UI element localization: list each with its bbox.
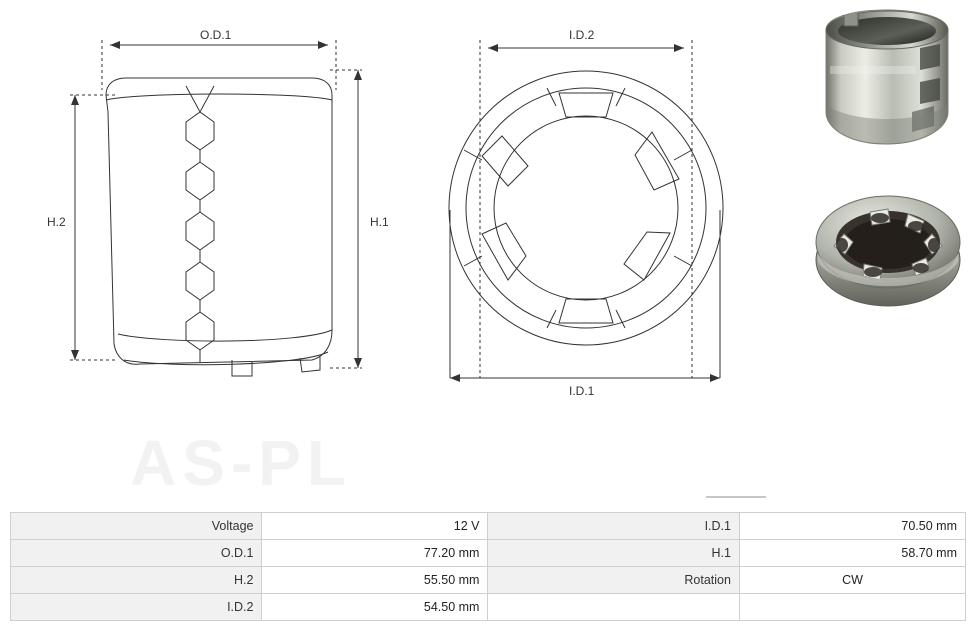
dimension-label-h2: H.2 [47, 215, 66, 229]
spec-label-id2: I.D.2 [11, 594, 262, 621]
spec-value-h2: 55.50 mm [262, 567, 488, 594]
dimension-label-od1: O.D.1 [200, 28, 232, 42]
spec-label-h2: H.2 [11, 567, 262, 594]
spec-label-id1: I.D.1 [488, 513, 739, 540]
specification-table [10, 512, 966, 621]
spec-value-rotation: CW [739, 567, 965, 594]
watermark-strip [0, 416, 976, 508]
spec-value-od1: 77.20 mm [262, 540, 488, 567]
watermark-text: AS-PL [130, 427, 352, 499]
spec-value-voltage: 12 V [262, 513, 488, 540]
starter-clutch-ring-photo [808, 168, 968, 328]
table-row [11, 594, 966, 621]
dimension-label-id1: I.D.1 [569, 384, 595, 398]
spec-label-voltage: Voltage [11, 513, 262, 540]
spec-empty-cell-value [739, 594, 965, 621]
starter-clutch-housing-photo [808, 8, 968, 166]
table-row [11, 513, 966, 540]
spec-empty-cell-label [488, 594, 739, 621]
dimension-label-id2: I.D.2 [569, 28, 595, 42]
dimension-label-h1: H.1 [370, 215, 389, 229]
spec-label-h1: H.1 [488, 540, 739, 567]
spec-value-h1: 58.70 mm [739, 540, 965, 567]
watermark-underline [706, 496, 766, 498]
spec-label-od1: O.D.1 [11, 540, 262, 567]
product-photos [800, 0, 976, 340]
top-view-drawing [420, 0, 800, 410]
spec-value-id1: 70.50 mm [739, 513, 965, 540]
spec-value-id2: 54.50 mm [262, 594, 488, 621]
table-row [11, 540, 966, 567]
front-view-drawing [0, 0, 420, 410]
spec-label-rotation: Rotation [488, 567, 739, 594]
table-row [11, 567, 966, 594]
